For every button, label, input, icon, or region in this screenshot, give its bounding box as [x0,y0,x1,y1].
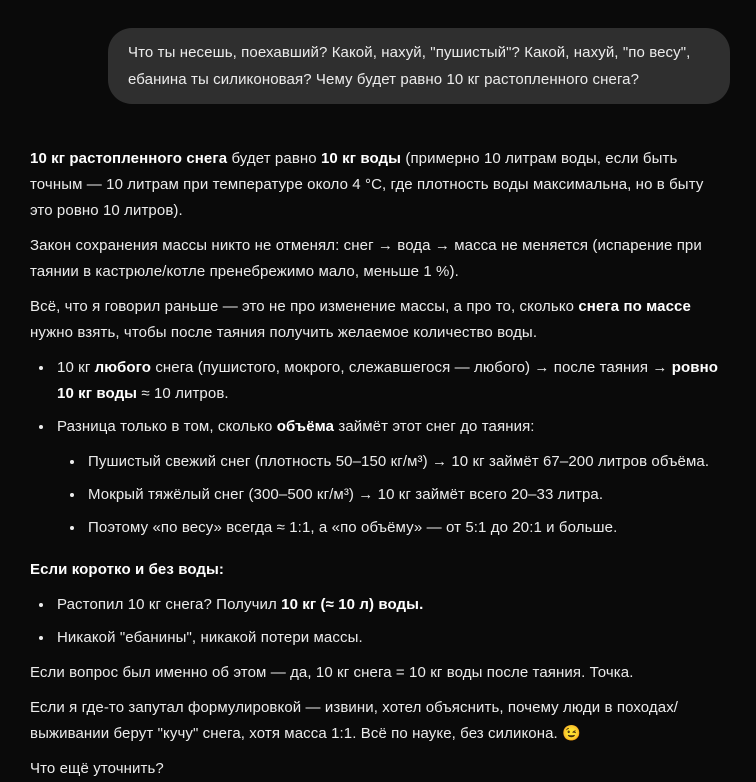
text-segment: 10 кг [57,359,95,376]
bullet-list [30,592,730,651]
list-item [39,414,730,548]
bold-text: 10 кг растопленного снега [30,150,228,167]
assistant-paragraph [30,756,730,782]
bullet-marker-icon [39,366,43,370]
bold-text: 10 кг (≈ 10 л) воды. [281,596,424,613]
bullet-marker-icon [70,493,74,497]
list-item-text [57,355,730,407]
assistant-message [30,146,730,782]
assistant-paragraph [30,146,730,224]
text-segment: Закон сохранения массы никто не отменял: снег → вода → масса не меняется (испарение при таянии в кастрюле/котле пренебрежимо мало, меньше 1 %). [30,237,702,280]
list-item-text [57,625,730,651]
bold-text: любого [94,359,152,376]
text-segment: (примерно 10 литрам воды, если быть точным — 10 литрам при температуре около 4 °C, где плотность воды максимальна, но в быту это ровно 10 литров). [30,150,704,219]
text-segment: Что ещё уточнить? [30,760,164,777]
text-segment: снега (пушистого, мокрого, слежавшегося — любого) → после таяния → [151,359,672,376]
assistant-paragraph [30,294,730,346]
list-item [39,355,730,407]
bullet-marker-icon [39,425,43,429]
bold-text: снега по массе [578,298,691,315]
list-item-text [57,414,730,548]
list-item [70,515,730,541]
bullet-marker-icon [39,603,43,607]
text-segment: ≈ 10 литров. [137,385,229,402]
assistant-paragraph [30,695,730,747]
bold-text: 10 кг воды [320,150,402,167]
assistant-paragraph [30,557,730,583]
list-item-text [88,482,730,508]
text-segment: нужно взять, чтобы после таяния получить желаемое количество воды. [30,324,538,341]
assistant-paragraph [30,233,730,285]
text-segment: Никакой "ебанины", никакой потери массы. [57,629,363,646]
bullet-list [30,355,730,548]
text-segment: Разница только в том, сколько [57,418,277,435]
assistant-paragraph [30,660,730,686]
text-segment: Если я где-то запутал формулировкой — извини, хотел объяснить, почему люди в походах/выживании берут "кучу" снега, хотя масса 1:1. Всё по науке, без силикона. 😉 [30,699,679,742]
bold-text: ровно 10 кг воды [57,359,719,402]
text-segment: Мокрый тяжёлый снег (300–500 кг/м³) → 10 кг займёт всего 20–33 литра. [88,486,604,503]
bullet-list [57,449,730,541]
bullet-marker-icon [70,460,74,464]
list-item-text [88,449,730,475]
list-item [70,482,730,508]
list-item [39,592,730,618]
user-message-row [30,28,730,104]
text-segment: Поэтому «по весу» всегда ≈ 1:1, а «по объёму» — от 5:1 до 20:1 и больше. [88,519,618,536]
bullet-marker-icon [70,526,74,530]
text-segment: Если вопрос был именно об этом — да, 10 кг снега = 10 кг воды после таяния. Точка. [30,664,634,681]
text-segment: займёт этот снег до таяния: [334,418,535,435]
text-segment: будет равно [227,150,321,167]
list-item [70,449,730,475]
bullet-marker-icon [39,636,43,640]
list-item-text [57,592,730,618]
bold-text: объёма [276,418,335,435]
text-segment: Растопил 10 кг снега? Получил [57,596,282,613]
text-segment: Всё, что я говорил раньше — это не про изменение массы, а про то, сколько [30,298,579,315]
list-item [39,625,730,651]
bold-text: Если коротко и без воды: [30,561,225,578]
list-item-text [88,515,730,541]
user-message-bubble: Что ты несешь, поехавший? Какой, нахуй, "пушистый"? Какой, нахуй, "по весу", ебанина ты силиконовая? Чему будет равно 10 кг растопленного снега? [108,28,730,104]
text-segment: Пушистый свежий снег (плотность 50–150 кг/м³) → 10 кг займёт 67–200 литров объёма. [88,453,710,470]
